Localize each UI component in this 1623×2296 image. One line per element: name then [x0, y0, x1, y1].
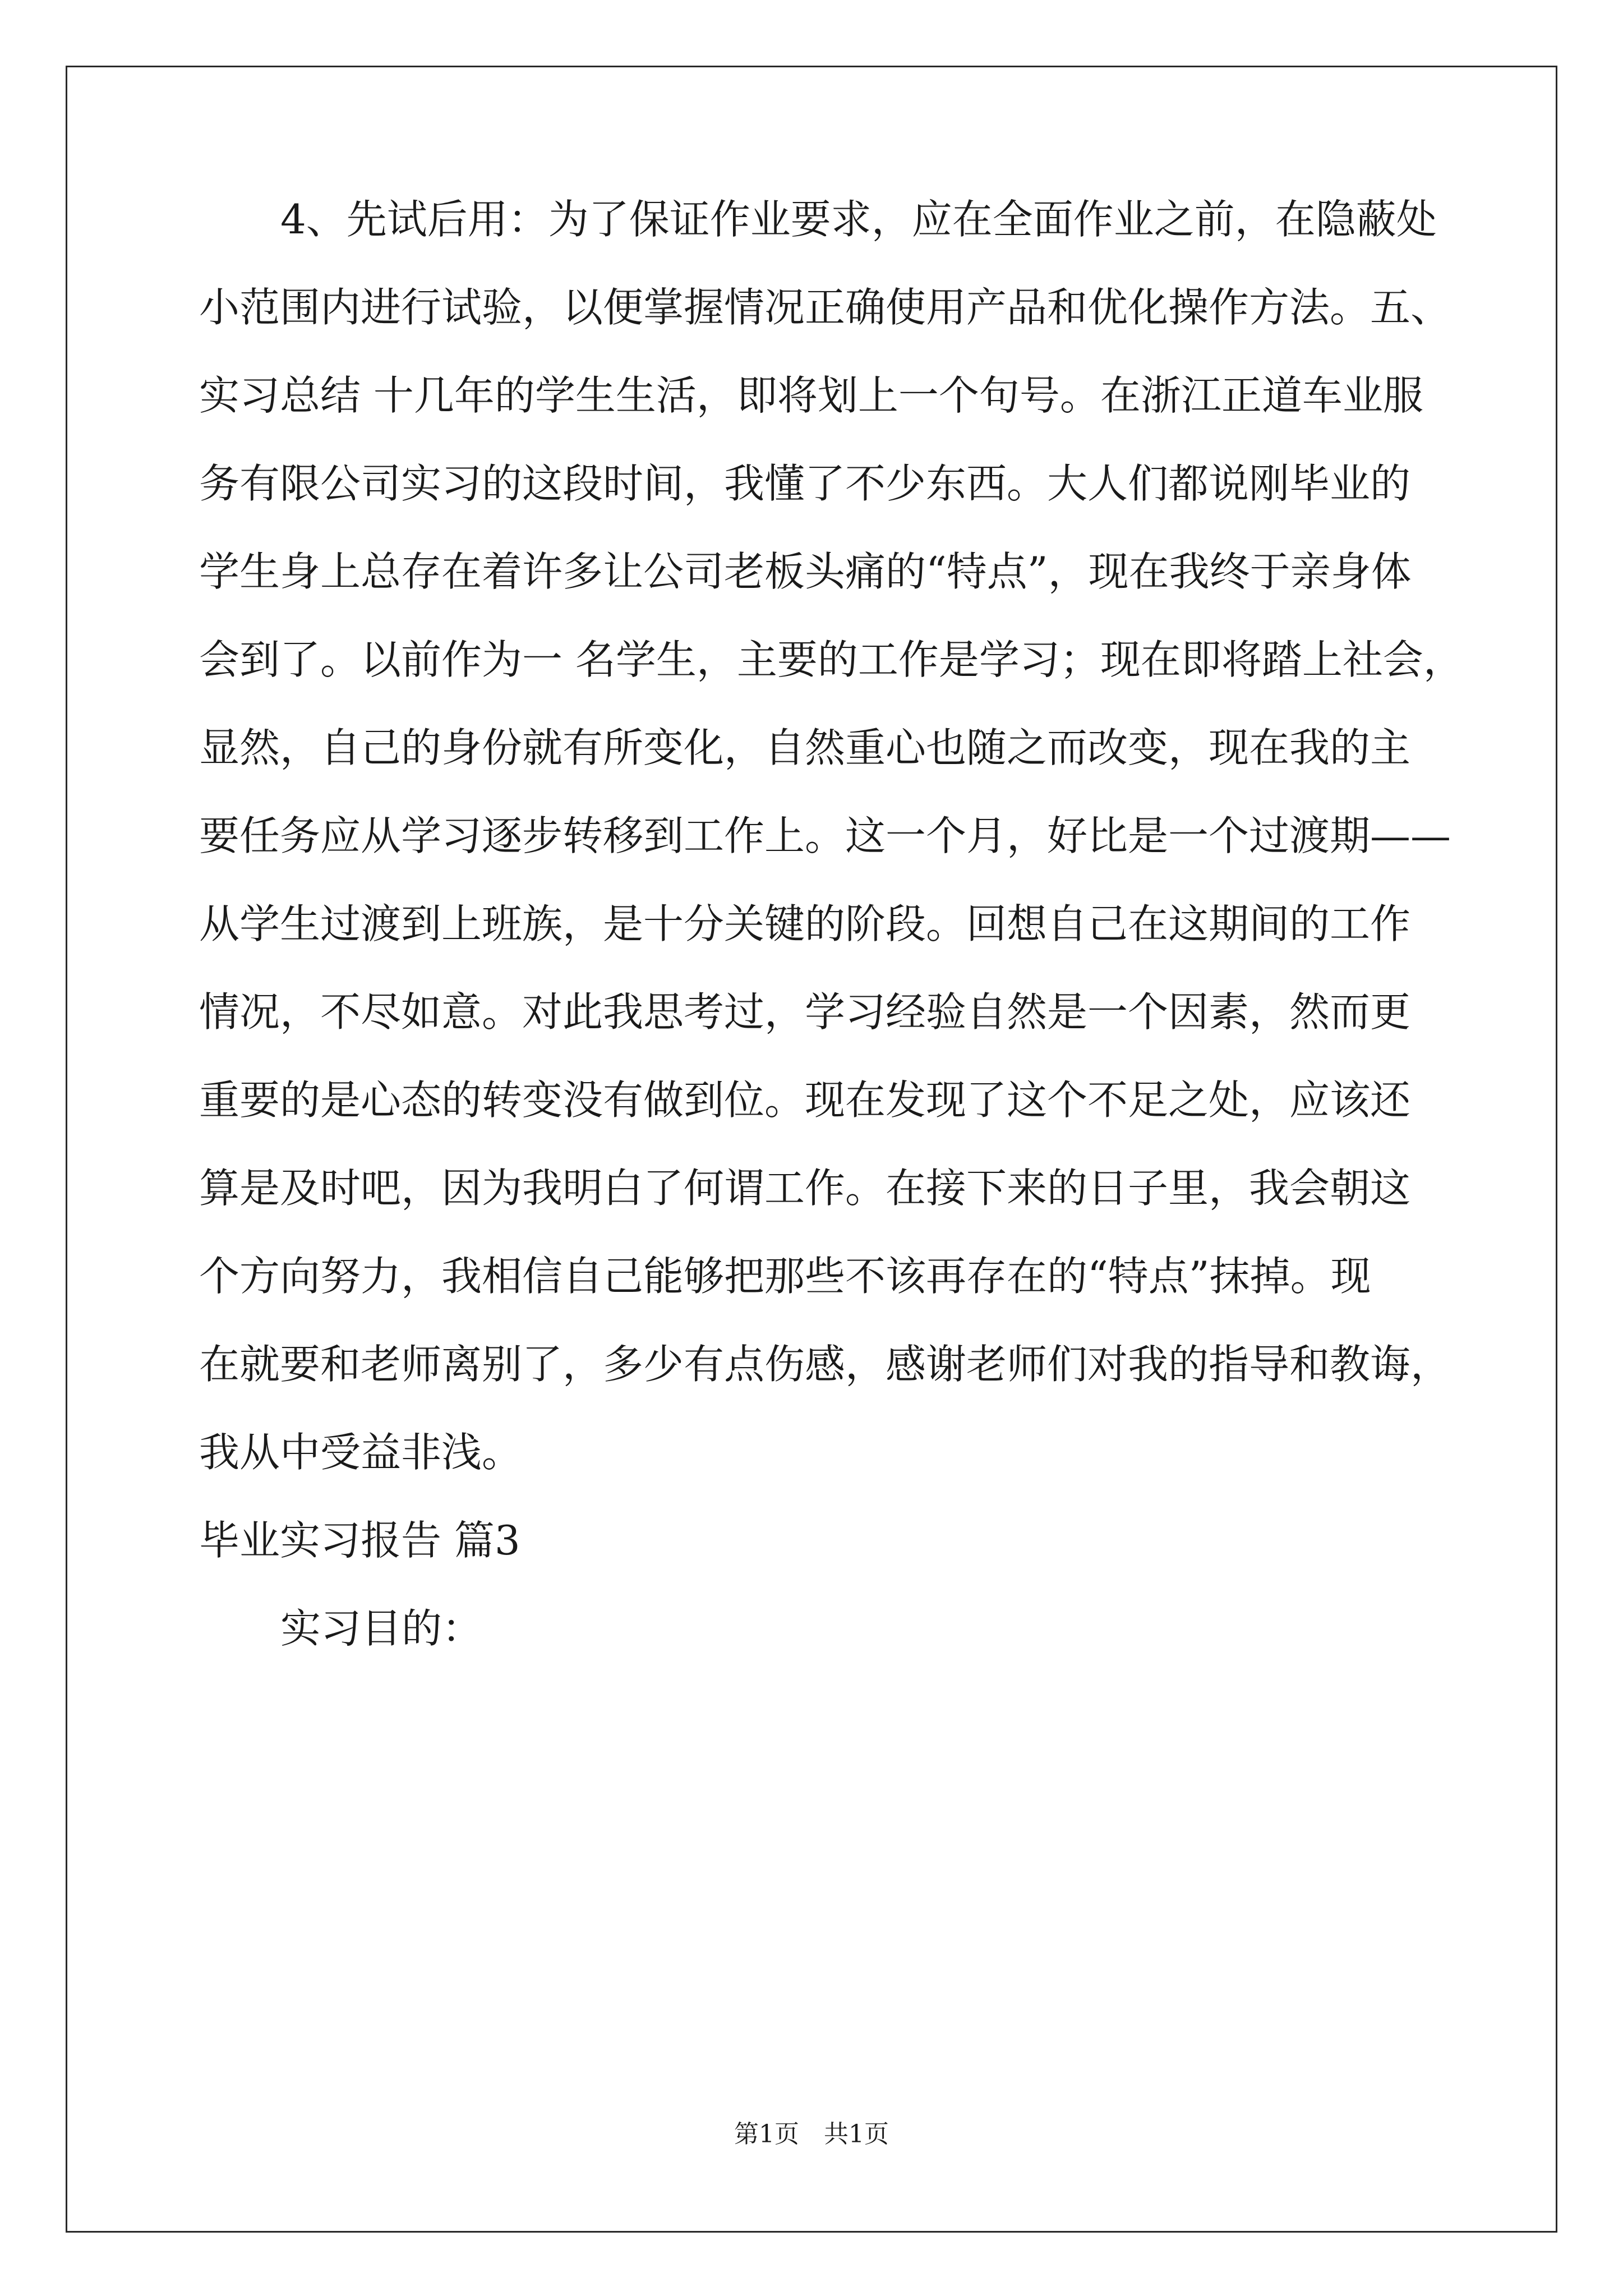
text-line: 4、先试后用：为了保证作业要求，应在全面作业之前，在隐蔽处	[280, 196, 1437, 243]
text-line: 个方向努力，我相信自己能够把那些不该再存在的“特点”抹掉。现	[199, 1253, 1371, 1300]
text-line: 小范围内进行试验，以便掌握情况正确使用产品和优化操作方法。五、	[199, 284, 1451, 331]
subheading: 实习目的：	[280, 1605, 483, 1652]
page-footer: 第1页 共1页	[734, 2120, 889, 2148]
text-line: 实习总结 十几年的学生生活，即将划上一个句号。在浙江正道车业服	[199, 372, 1423, 419]
section-heading: 毕业实习报告 篇3	[199, 1517, 520, 1564]
text-line: 会到了。以前作为一 名学生，主要的工作是学习；现在即将踏上社会，	[199, 636, 1464, 683]
text-line: 从学生过渡到上班族，是十分关键的阶段。回想自己在这期间的工作	[199, 900, 1411, 947]
text-line: 重要的是心态的转变没有做到位。现在发现了这个不足之处，应该还	[199, 1076, 1411, 1124]
text-line: 要任务应从学习逐步转移到工作上。这一个月，好比是一个过渡期——	[199, 812, 1451, 859]
text-line: 显然，自己的身份就有所变化，自然重心也随之而改变，现在我的主	[199, 724, 1411, 771]
text-line: 算是及时吧，因为我明白了何谓工作。在接下来的日子里，我会朝这	[199, 1165, 1411, 1212]
text-line: 情况，不尽如意。对此我思考过，学习经验自然是一个因素，然而更	[199, 988, 1411, 1036]
text-line: 务有限公司实习的这段时间，我懂了不少东西。大人们都说刚毕业的	[199, 460, 1411, 507]
text-line: 在就要和老师离别了，多少有点伤感，感谢老师们对我的指导和教诲，	[199, 1341, 1451, 1388]
text-line: 学生身上总存在着许多让公司老板头痛的“特点”，现在我终于亲身体	[199, 548, 1412, 595]
text-line: 我从中受益非浅。	[199, 1429, 523, 1476]
